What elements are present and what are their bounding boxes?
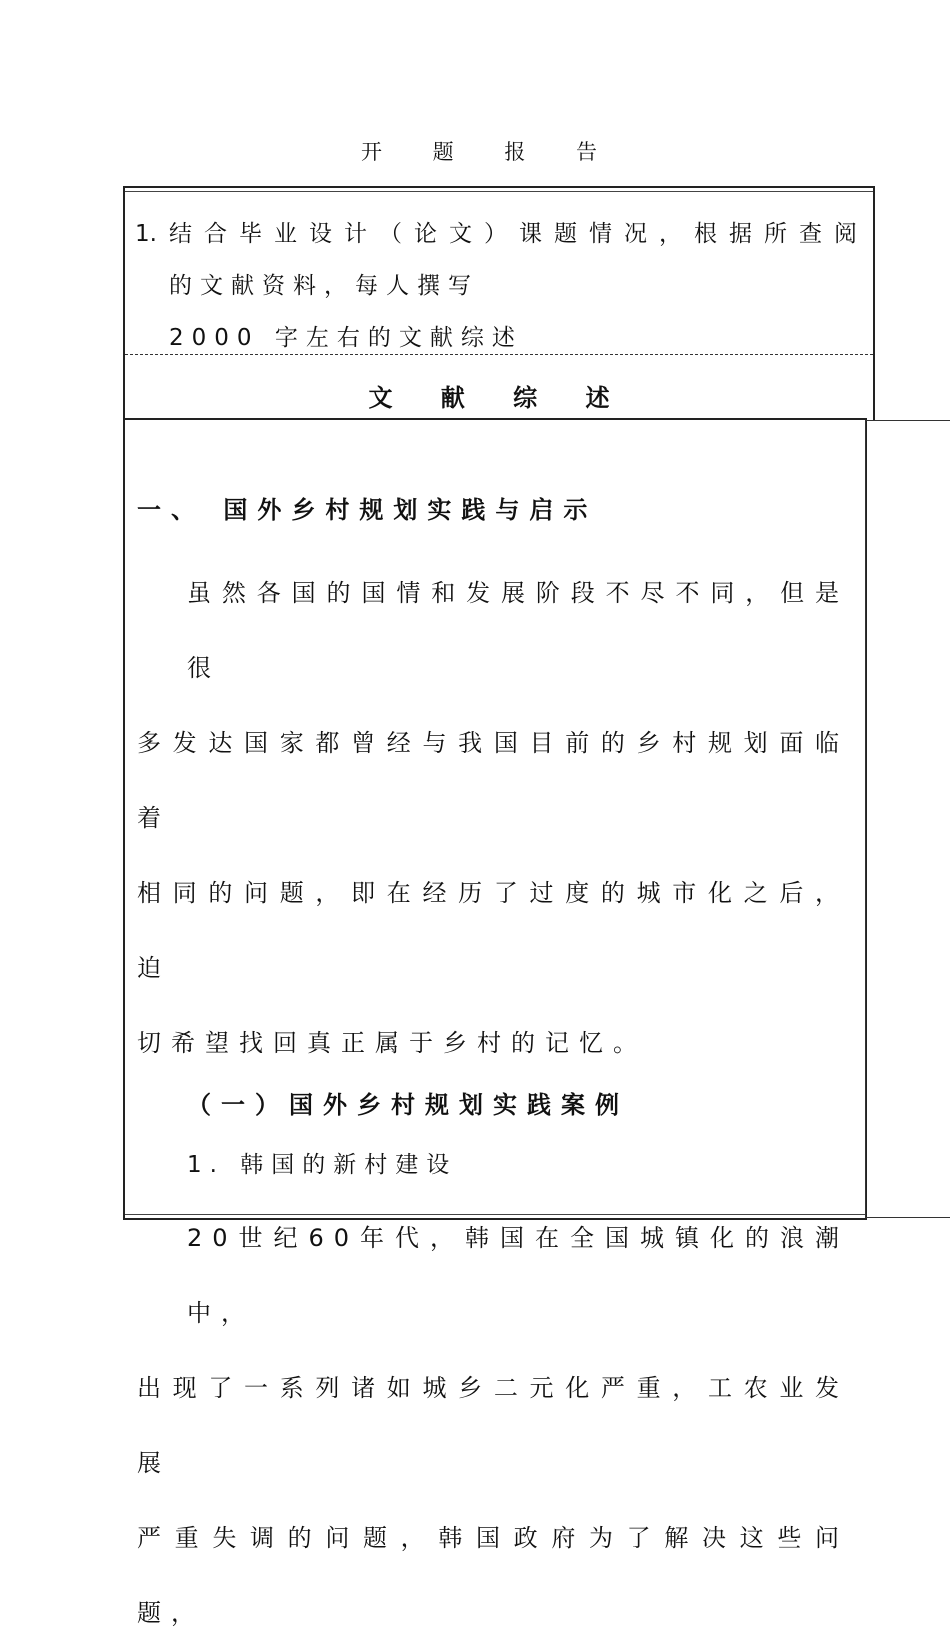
- instruction-char: 论: [413, 221, 437, 247]
- paragraph-line: 切希望找回真正属于乡村的记忆。: [137, 1029, 647, 1057]
- instruction-char: （: [378, 221, 402, 247]
- dashed-separator: [125, 354, 873, 355]
- paragraph-1: [137, 556, 849, 1081]
- instruction-line-1: [135, 208, 857, 260]
- instruction-char: 阅: [833, 221, 857, 247]
- review-content: [137, 486, 849, 1651]
- instruction-char: 所: [763, 221, 787, 247]
- paragraph-line: 虽然各国的国情和发展阶段不尽不同，但是很: [187, 579, 849, 682]
- instruction-char: 题: [553, 221, 577, 247]
- instruction-char: 结: [168, 221, 192, 247]
- instruction-char: 计: [343, 221, 367, 247]
- instruction-text: [135, 208, 857, 364]
- page-title: 开 题 报 告: [360, 140, 620, 164]
- side-margin-column: [865, 420, 950, 1218]
- paragraph-line: 多发达国家都曾经与我国目前的乡村规划面临着: [137, 729, 849, 832]
- instruction-char: 文: [448, 221, 472, 247]
- instruction-line-3: 2000 字左右的文献综述: [169, 325, 523, 351]
- instruction-char: 据: [728, 221, 752, 247]
- double-rule: [125, 191, 873, 192]
- paragraph-2: [137, 1201, 849, 1651]
- instruction-char: ，: [658, 221, 682, 247]
- instruction-char: 毕: [238, 221, 262, 247]
- paragraph-line: 出现了一系列诸如城乡二元化严重，工农业发展: [137, 1374, 849, 1477]
- section-heading: 文 献 综 述: [368, 384, 630, 412]
- instruction-char: 业: [273, 221, 297, 247]
- instruction-char: 合: [203, 221, 227, 247]
- instruction-char: 情: [588, 221, 612, 247]
- heading-level-3: 1. 韩国的新村建设: [187, 1152, 458, 1178]
- instruction-char: ）: [483, 221, 507, 247]
- instruction-char: 1.: [135, 221, 157, 247]
- paragraph-line: 20世纪60年代，韩国在全国城镇化的浪潮中，: [187, 1224, 849, 1327]
- instruction-char: 课: [518, 221, 542, 247]
- instruction-char: 况: [623, 221, 647, 247]
- instruction-char: 根: [693, 221, 717, 247]
- instruction-line-2: 的文献资料，每人撰写: [169, 273, 479, 299]
- instruction-char: 设: [308, 221, 332, 247]
- paragraph-line: 严重失调的问题，韩国政府为了解决这些问题，: [137, 1524, 849, 1627]
- heading-level-2: （一）国外乡村规划实践案例: [187, 1091, 629, 1119]
- instruction-box: [123, 186, 875, 420]
- paragraph-line: 相同的问题，即在经历了过度的城市化之后，迫: [137, 879, 849, 982]
- heading-level-1: 一、 国外乡村规划实践与启示: [137, 496, 598, 524]
- instruction-char: 查: [798, 221, 822, 247]
- literature-review-box: [123, 418, 867, 1627]
